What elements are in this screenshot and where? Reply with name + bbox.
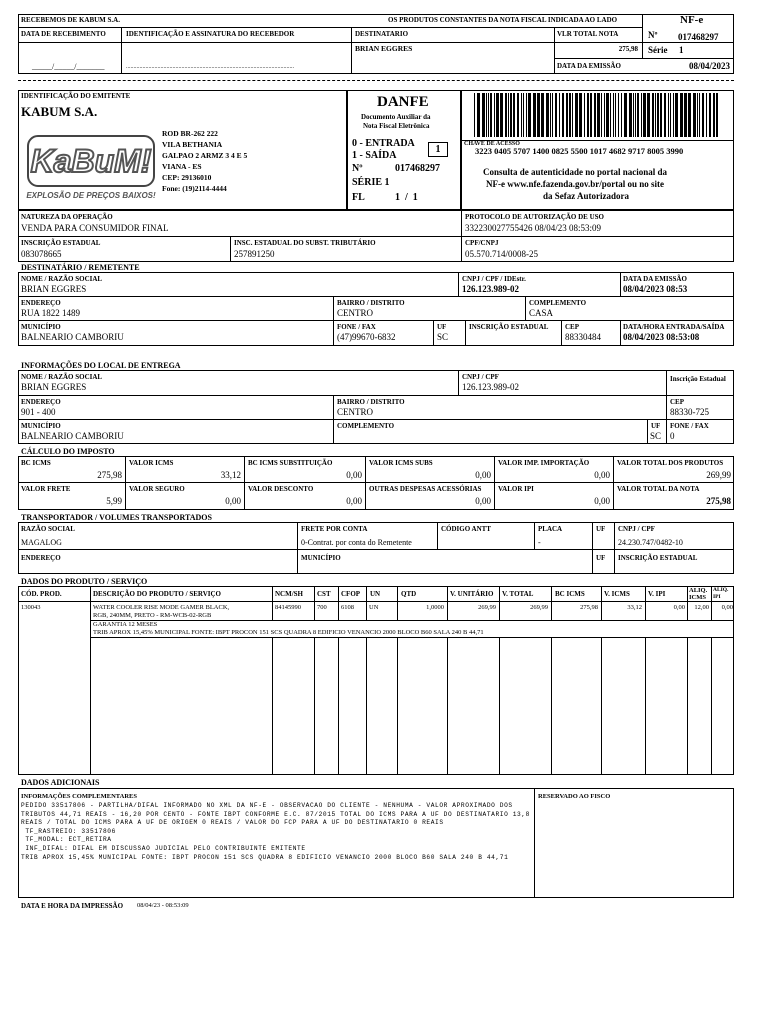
bc-icms-st-label: BC ICMS SUBSTITUIÇÃO <box>248 459 333 467</box>
col-un: UN <box>370 590 381 598</box>
col-cst: CST <box>317 590 331 598</box>
barcode-bar <box>523 93 524 137</box>
impressao-label: DATA E HORA DA IMPRESSÃO <box>21 902 124 910</box>
entrega-ie-label: Inscrição Estadual <box>670 375 726 383</box>
barcode-bar <box>629 93 632 137</box>
barcode-bar <box>657 93 659 137</box>
row-desc1: WATER COOLER RISE MODE GAMER BLACK, <box>93 604 230 611</box>
dest-endereco-label: ENDEREÇO <box>21 299 61 307</box>
barcode-bar <box>675 93 678 137</box>
danfe-entrada: 0 - ENTRADA <box>352 138 415 149</box>
nfe-serie-label: Série <box>648 45 668 55</box>
barcode-bar <box>505 93 507 137</box>
danfe-numero: 017468297 <box>395 163 440 174</box>
kabum-logo <box>26 130 156 202</box>
row-ncm: 84145990 <box>275 604 301 611</box>
barcode-bar <box>559 93 560 137</box>
barcode-bar <box>594 93 596 137</box>
col-ncm: NCM/SH <box>275 590 303 598</box>
data-emissao-value: 08/04/2023 <box>688 61 730 71</box>
total-nota: 275,98 <box>706 496 731 506</box>
destinatario-section: DESTINATÁRIO / REMETENTE <box>21 263 140 272</box>
barcode-bar <box>572 93 573 137</box>
frete: 5,99 <box>106 496 122 506</box>
emit-cnpj-value: 05.570.714/0008-25 <box>465 249 538 259</box>
barcode-bar <box>488 93 489 137</box>
barcode-bar <box>562 93 564 137</box>
entrega-uf-label: UF <box>651 422 661 430</box>
ie-st-label: INSC. ESTADUAL DO SUBST. TRIBUTÁRIO <box>234 239 376 247</box>
danfe-serie: SÉRIE 1 <box>352 177 390 188</box>
barcode-bar <box>668 93 669 137</box>
barcode-bar <box>613 93 614 137</box>
ie-st-value: 257891250 <box>234 249 275 259</box>
valor-icms-subs-label: VALOR ICMS SUBS <box>369 459 433 467</box>
barcode-bar <box>660 93 662 137</box>
dest-data-emissao-label: DATA DA EMISSÃO <box>623 275 687 283</box>
col-aliq-ipi-2: IPI <box>713 594 721 600</box>
valor-icms-subs: 0,00 <box>475 470 491 480</box>
dest-uf-label: UF <box>437 323 447 331</box>
info-comp-label: INFORMAÇÕES COMPLEMENTARES <box>21 793 137 800</box>
emitente-endereco-line: Fone: (19)2114-4444 <box>162 184 227 193</box>
danfe-fl: 1 / 1 <box>395 192 418 203</box>
barcode-bar <box>575 93 578 137</box>
dest-cnpj-label: CNPJ / CPF / IDEstr. <box>462 275 526 283</box>
vlr-total-label: VLR TOTAL NOTA <box>557 30 619 38</box>
receipt-recebemos: RECEBEMOS DE KABUM S.A. <box>21 16 120 24</box>
impressao-value: 08/04/23 - 08:53:09 <box>137 902 189 909</box>
barcode-bar <box>528 93 531 137</box>
barcode-bar <box>550 93 551 137</box>
barcode-bar <box>618 93 619 137</box>
row-trib: TRIB APROX 15,45% MUNICIPAL FONTE: IBPT PROCON 151 SCS QUADRA 8 EDIFICIO VENANCIO 2000 BLOCO B60 SALA 240 B 44,71 <box>93 629 484 636</box>
nfe-serie: 1 <box>679 45 684 55</box>
barcode-bar <box>702 93 704 137</box>
dest-fone-label: FONE / FAX <box>337 323 376 331</box>
col-aliq-ipi-1: ALIQ. <box>713 587 729 593</box>
dest-complemento: CASA <box>529 308 554 318</box>
entrega-municipio-label: MUNICÍPIO <box>21 422 61 430</box>
transp-frete-label: FRETE POR CONTA <box>301 525 368 533</box>
transp-placa-label: PLACA <box>538 525 563 533</box>
info-line: TRIBUTOS 44,71 REAIS - 16,20 POR CENTO - FONTE IBPT CONFORME E.C. 87/2015 TOTAL DO ICMS PARA A UF DO DESTINATARIO 13,8 <box>21 810 530 818</box>
barcode-bar <box>610 93 611 137</box>
col-cfop: CFOP <box>341 590 361 598</box>
info-line: INF_DIFAL: DIFAL EM DISCUSSAO JUDICIAL PELO CONTRIBUINTE EMITENTE <box>21 844 306 852</box>
consulta-line1: Consulta de autenticidade no portal nacional da <box>483 167 668 177</box>
entrega-complemento-label: COMPLEMENTO <box>337 422 395 430</box>
assinatura-field[interactable]: ................................................................................................................ <box>126 64 294 70</box>
dest-endereco: RUA 1822 1489 <box>21 308 81 318</box>
barcode-bar <box>684 93 687 137</box>
consulta-line3: da Sefaz Autorizadora <box>543 191 629 201</box>
bc-icms: 275,98 <box>97 470 122 480</box>
info-line: TRIB APROX 15,45% MUNICIPAL FONTE: IBPT PROCON 151 SCS QUADRA 8 EDIFICIO VENANCIO 2000 BLOCO B60 SALA 240 B 44,71 <box>21 853 509 861</box>
dest-cnpj: 126.123.989-02 <box>462 284 519 294</box>
row-bcicms: 275,98 <box>580 604 598 611</box>
dest-data-emissao: 08/04/2023 08:53 <box>623 284 688 294</box>
danfe-tipo-box: 1 <box>428 142 448 157</box>
barcode-bar <box>490 93 492 137</box>
col-vunit: V. UNITÁRIO <box>450 590 494 598</box>
row-aliq-ipi: 0,00 <box>721 604 733 611</box>
dest-municipio: BALNEARIO CAMBORIU <box>21 332 124 342</box>
col-desc: DESCRIÇÃO DO PRODUTO / SERVIÇO <box>93 590 221 598</box>
entrega-fone-label: FONE / FAX <box>670 422 709 430</box>
transp-cnpj-label: CNPJ / CPF <box>618 525 655 533</box>
seguro: 0,00 <box>225 496 241 506</box>
entrega-uf: SC <box>650 431 662 441</box>
row-vipi: 0,00 <box>673 604 685 611</box>
receipt-produtos-msg: OS PRODUTOS CONSTANTES DA NOTA FISCAL INDICADA AO LADO <box>388 16 618 24</box>
dest-data-entrada-label: DATA/HORA ENTRADA/SAÍDA <box>623 323 725 331</box>
outras-label: OUTRAS DESPESAS ACESSÓRIAS <box>369 485 482 493</box>
transp-razao: MAGALOG <box>21 538 62 547</box>
barcode-bar <box>688 93 691 137</box>
row-cfop: 6108 <box>341 604 354 611</box>
protocolo-value: 332230027755426 08/04/23 08:53:09 <box>465 223 602 233</box>
barcode-bar <box>621 93 622 137</box>
barcode-bar <box>664 93 666 137</box>
chave-label: CHAVE DE ACESSO <box>464 141 520 147</box>
transp-ie-label: INSCRIÇÃO ESTADUAL <box>618 554 698 562</box>
emitente-endereco-line: VILA BETHANIA <box>162 140 223 149</box>
danfe-saida: 1 - SAÍDA <box>352 150 397 161</box>
dest-cep: 88330484 <box>565 332 601 342</box>
vlr-total-value: 275,98 <box>618 45 638 53</box>
imposto-section: CÁLCULO DO IMPOSTO <box>21 447 115 456</box>
emitente-endereco-line: VIANA - ES <box>162 162 202 171</box>
dest-bairro: CENTRO <box>337 308 373 318</box>
barcode-bar <box>486 93 487 137</box>
row-desc2: RGB, 240MM, PRETO - RM-WCB-02-RGB <box>93 612 212 619</box>
emitente-endereco-line: GALPAO 2 ARMZ 3 4 E 5 <box>162 151 248 160</box>
transp-uf-label: UF <box>596 525 606 533</box>
barcode-bar <box>496 93 499 137</box>
desconto-label: VALOR DESCONTO <box>248 485 314 493</box>
bc-icms-st: 0,00 <box>346 470 362 480</box>
cut-line <box>18 80 734 81</box>
frete-label: VALOR FRETE <box>21 485 71 493</box>
entrega-cnpj: 126.123.989-02 <box>462 382 519 392</box>
barcode-bar <box>706 93 707 137</box>
entrega-box <box>18 370 734 444</box>
natureza-value: VENDA PARA CONSUMIDOR FINAL <box>21 223 169 233</box>
entrega-cep: 88330-725 <box>670 407 709 417</box>
info-comp-text <box>21 802 531 862</box>
barcode-bar <box>541 93 544 137</box>
consulta-line2: NF-e www.nfe.fazenda.gov.br/portal ou no site <box>486 179 664 189</box>
destinatario-value: BRIAN EGGRES <box>355 44 413 53</box>
svg-text:KaBuM!: KaBuM! <box>30 143 152 179</box>
barcode-bar <box>521 93 522 137</box>
row-vunit: 269,99 <box>478 604 496 611</box>
emitente-endereco <box>162 128 247 194</box>
natureza-label: NATUREZA DA OPERAÇÃO <box>21 213 113 221</box>
emitente-endereco-line: CEP: 29136010 <box>162 173 212 182</box>
barcode-bar <box>699 93 700 137</box>
entrega-nome-label: NOME / RAZÃO SOCIAL <box>21 373 103 381</box>
data-recebimento-label: DATA DE RECEBIMENTO <box>21 30 106 38</box>
dest-nome: BRIAN EGGRES <box>21 284 87 294</box>
emit-cnpj-label: CPF/CNPJ <box>465 239 499 247</box>
barcode-bar <box>693 93 696 137</box>
row-qtd: 1,0000 <box>426 604 444 611</box>
valor-produtos: 269,99 <box>706 470 731 480</box>
emitente-nome: KABUM S.A. <box>21 104 98 119</box>
chave-value: 3223 0405 5707 1400 0825 5500 1017 4682 9717 8005 3990 <box>475 146 684 156</box>
col-vtotal: V. TOTAL <box>502 590 534 598</box>
valor-imp-label: VALOR IMP. IMPORTAÇÃO <box>498 459 590 467</box>
col-aliq-icms-2: ICMS <box>689 594 706 601</box>
svg-text:EXPLOSÃO DE PREÇOS BAIXOS!: EXPLOSÃO DE PREÇOS BAIXOS! <box>26 191 156 200</box>
col-bcicms: BC ICMS <box>555 590 585 598</box>
entrega-cep-label: CEP <box>670 398 684 406</box>
barcode-bar <box>597 93 600 137</box>
data-recebimento-field[interactable]: _____/_____/_______ <box>32 62 105 71</box>
row-aliq-icms: 12,00 <box>694 604 709 611</box>
nfe-title: NF-e <box>680 14 704 26</box>
barcode <box>474 93 720 137</box>
ipi: 0,00 <box>594 496 610 506</box>
entrega-endereco: 901 - 400 <box>21 407 56 417</box>
outras: 0,00 <box>475 496 491 506</box>
barcode-bar <box>477 93 480 137</box>
transp-razao-label: RAZÃO SOCIAL <box>21 525 75 533</box>
barcode-bar <box>643 93 646 137</box>
nfe-numero: 017468297 <box>678 32 719 42</box>
valor-imp: 0,00 <box>594 470 610 480</box>
dest-bairro-label: BAIRRO / DISTRITO <box>337 299 405 307</box>
col-aliq-icms-1: ALIQ. <box>689 587 708 594</box>
dest-nome-label: NOME / RAZÃO SOCIAL <box>21 275 103 283</box>
row-vtotal: 269,99 <box>530 604 548 611</box>
bc-icms-label: BC ICMS <box>21 459 51 467</box>
dest-fone: (47)99670-6832 <box>337 332 396 342</box>
danfe-subtitle2: Nota Fiscal Eletrônica <box>363 122 430 130</box>
desconto: 0,00 <box>346 496 362 506</box>
adicionais-section: DADOS ADICIONAIS <box>21 778 100 787</box>
barcode-bar <box>526 93 527 137</box>
row-cod: 130043 <box>21 604 41 611</box>
barcode-bar <box>716 93 718 137</box>
transp-antt-label: CÓDIGO ANTT <box>441 525 491 533</box>
entrega-bairro-label: BAIRRO / DISTRITO <box>337 398 405 406</box>
info-line: PEDIDO 33517806 - PARTILHA/DIFAL INFORMADO NO XML DA NF-E - OBSERVACAO DO CLIENTE - NENHUMA - VALOR APROXIMADO DOS <box>21 802 513 809</box>
info-line: TF_MODAL: ECT_RETIRA <box>21 836 112 844</box>
transportador-section: TRANSPORTADOR / VOLUMES TRANSPORTADOS <box>21 513 212 522</box>
transp-placa: - <box>538 538 541 547</box>
danfe-title: DANFE <box>377 94 429 110</box>
barcode-bar <box>647 93 650 137</box>
barcode-bar <box>713 93 715 137</box>
barcode-bar <box>552 93 553 137</box>
barcode-bar <box>555 93 557 137</box>
entrega-nome: BRIAN EGGRES <box>21 382 87 392</box>
barcode-bar <box>510 93 512 137</box>
ie-label: INSCRIÇÃO ESTADUAL <box>21 239 101 247</box>
emitente-label: IDENTIFICAÇÃO DO EMITENTE <box>21 92 131 100</box>
dest-cep-label: CEP <box>565 323 579 331</box>
dest-uf: SC <box>437 332 449 342</box>
barcode-bar <box>655 93 656 137</box>
row-garantia: GARANTIA 12 MESES <box>93 621 158 628</box>
info-line: REAIS / TOTAL DO ICMS PARA A UF DE ORIGEM 0 REAIS / VALOR DO FCP PARA A UF DO DESTINATARIO 0 REAIS <box>21 819 444 827</box>
barcode-bar <box>604 93 605 137</box>
barcode-bar <box>579 93 582 137</box>
barcode-bar <box>606 93 609 137</box>
dest-ie-label: INSCRIÇÃO ESTADUAL <box>469 323 549 331</box>
barcode-bar <box>584 93 585 137</box>
barcode-bar <box>508 93 509 137</box>
barcode-bar <box>601 93 602 137</box>
barcode-bar <box>641 93 642 137</box>
barcode-bar <box>537 93 540 137</box>
transp-municipio-label: MUNICÍPIO <box>301 554 341 562</box>
barcode-bar <box>500 93 503 137</box>
col-qtd: QTD <box>401 590 417 598</box>
ie-value: 083078665 <box>21 249 62 259</box>
barcode-bar <box>474 93 475 137</box>
dest-municipio-label: MUNICÍPIO <box>21 323 61 331</box>
data-emissao-label: DATA DA EMISSÃO <box>557 62 621 70</box>
fisco-label: RESERVADO AO FISCO <box>538 793 611 800</box>
entrega-cnpj-label: CNPJ / CPF <box>462 373 499 381</box>
danfe-subtitle1: Documento Auxiliar da <box>361 113 431 121</box>
barcode-bar <box>673 93 674 137</box>
barcode-bar <box>633 93 634 137</box>
entrega-section: INFORMAÇÕES DO LOCAL DE ENTREGA <box>21 361 181 370</box>
valor-produtos-label: VALOR TOTAL DOS PRODUTOS <box>617 459 724 467</box>
transp-frete: 0-Contrat. por conta do Remetente <box>301 538 412 547</box>
barcode-bar <box>569 93 571 137</box>
transp-uf2-label: UF <box>596 554 606 562</box>
barcode-bar <box>680 93 683 137</box>
row-cst: 700 <box>317 604 327 611</box>
barcode-bar <box>566 93 568 137</box>
col-vicms: V. ICMS <box>604 590 630 598</box>
row-un: UN <box>369 604 379 611</box>
produtos-section: DADOS DO PRODUTO / SERVIÇO <box>21 577 148 586</box>
barcode-bar <box>546 93 549 137</box>
barcode-bar <box>587 93 589 137</box>
barcode-bar <box>590 93 592 137</box>
dest-data-entrada: 08/04/2023 08:53:08 <box>623 332 700 342</box>
destinatario-label: DESTINATARIO <box>355 30 409 38</box>
protocolo-label: PROTOCOLO DE AUTORIZAÇÃO DE USO <box>465 213 604 221</box>
entrega-municipio: BALNEARIO CAMBORIU <box>21 431 124 441</box>
danfe-fl-label: FL <box>352 192 365 203</box>
danfe-numero-label: Nº <box>352 163 363 174</box>
barcode-bar <box>637 93 639 137</box>
barcode-bar <box>635 93 636 137</box>
info-line: TF_RASTREIO: 33517806 <box>21 827 116 835</box>
col-cod: CÓD. PROD. <box>21 590 62 598</box>
row-vicms: 33,12 <box>627 604 642 611</box>
dest-complemento-label: COMPLEMENTO <box>529 299 587 307</box>
barcode-bar <box>517 93 519 137</box>
identificacao-label: IDENTIFICAÇÃO E ASSINATURA DO RECEBEDOR <box>126 30 295 38</box>
entrega-fone: 0 <box>670 431 675 441</box>
barcode-bar <box>494 93 495 137</box>
barcode-bar <box>533 93 536 137</box>
transp-cnpj: 24.230.747/0482-10 <box>618 538 683 547</box>
col-vipi: V. IPI <box>648 590 666 598</box>
barcode-bar <box>482 93 485 137</box>
entrega-bairro: CENTRO <box>337 407 373 417</box>
barcode-bar <box>615 93 616 137</box>
valor-icms: 33,12 <box>220 470 241 480</box>
total-nota-label: VALOR TOTAL DA NOTA <box>617 485 700 493</box>
barcode-bar <box>670 93 671 137</box>
barcode-bar <box>652 93 654 137</box>
emitente-endereco-line: ROD BR-262 222 <box>162 129 218 138</box>
nfe-numero-label: Nº <box>648 30 658 40</box>
valor-icms-label: VALOR ICMS <box>129 459 174 467</box>
seguro-label: VALOR SEGURO <box>129 485 185 493</box>
barcode-bar <box>624 93 627 137</box>
transp-endereco-label: ENDEREÇO <box>21 554 61 562</box>
ipi-label: VALOR IPI <box>498 485 534 493</box>
barcode-bar <box>513 93 515 137</box>
barcode-bar <box>709 93 711 137</box>
barcode-bar <box>697 93 698 137</box>
entrega-endereco-label: ENDEREÇO <box>21 398 61 406</box>
